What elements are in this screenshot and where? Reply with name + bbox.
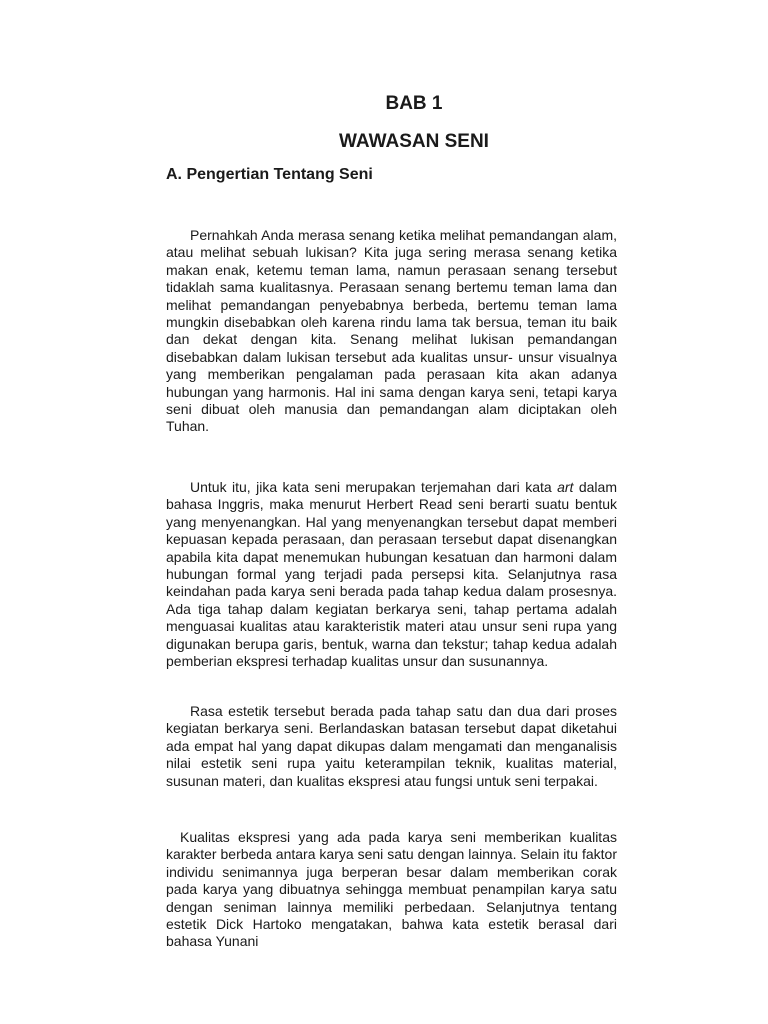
paragraph-2 <box>166 479 617 670</box>
paragraph-2-emphasis: art <box>557 479 574 495</box>
chapter-number: BAB 1 <box>385 93 443 114</box>
paragraph-3: Rasa estetik tersebut berada pada tahap satu dan dua dari proses kegiatan berkarya seni. Berlandaskan batasan tersebut dapat diketahui ada empat hal yang dapat dikupas dalam mengamati dan menganalisis nilai estetik seni rupa yaitu keterampilan teknik, kualitas material, susunan materi, dan kualitas ekspresi atau fungsi untuk seni terpakai. <box>166 703 617 789</box>
section-heading: A. Pengertian Tentang Seni <box>166 166 373 183</box>
paragraph-1: Pernahkah Anda merasa senang ketika melihat pemandangan alam, atau melihat sebuah lukisan? Kita juga sering merasa senang ketika makan enak, ketemu teman lama, namun perasaan senang tersebut tidaklah sama kualitasnya. Perasaan senang bertemu teman lama dan melihat pemandangan penyebabnya berbeda, bertemu teman lama mungkin disebabkan oleh karena rindu lama tak bersua, teman itu baik dan dekat dengan kita. Senang melihat lukisan pemandangan disebabkan dalam lukisan tersebut ada kualitas unsur- unsur visualnya yang memberikan pengalaman pada perasaan kita akan adanya hubungan yang harmonis. Hal ini sama dengan karya seni, tetapi karya seni dibuat oleh manusia dan pemandangan alam diciptakan oleh Tuhan. <box>166 227 617 435</box>
paragraph-2-after: dalam bahasa Inggris, maka menurut Herbert Read seni berarti suatu bentuk yang menyenangkan. Hal yang menyenangkan tersebut dapat memberi kepuasan kepada perasaan, dan perasaan tersebut dapat disenangkan apabila kita dapat menemukan hubungan kesatuan dan harmoni dalam hubungan formal yang terjadi pada persepsi kita. Selanjutnya rasa keindahan pada karya seni berada pada tahap kedua dalam prosesnya. Ada tiga tahap dalam kegiatan berkarya seni, tahap pertama adalah menguasai kualitas atau karakteristik materi atau unsur seni rupa yang digunakan berupa garis, bentuk, warna dan tekstur; tahap kedua adalah pemberian ekspresi terhadap kualitas unsur dan susunannya. <box>166 479 617 670</box>
paragraph-2-before: Untuk itu, jika kata seni merupakan terjemahan dari kata <box>190 479 558 495</box>
chapter-title: WAWASAN SENI <box>339 131 489 152</box>
paragraph-4: Kualitas ekspresi yang ada pada karya seni memberikan kualitas karakter berbeda antara karya seni satu dengan lainnya. Selain itu faktor individu senimannya juga berperan besar dalam memberikan corak pada karya yang dibuatnya sehingga membuat penampilan karya satu dengan seniman lainnya memiliki perbedaan. Selanjutnya tentang estetik Dick Hartoko mengatakan, bahwa kata estetik berasal dari bahasa Yunani <box>166 829 617 950</box>
